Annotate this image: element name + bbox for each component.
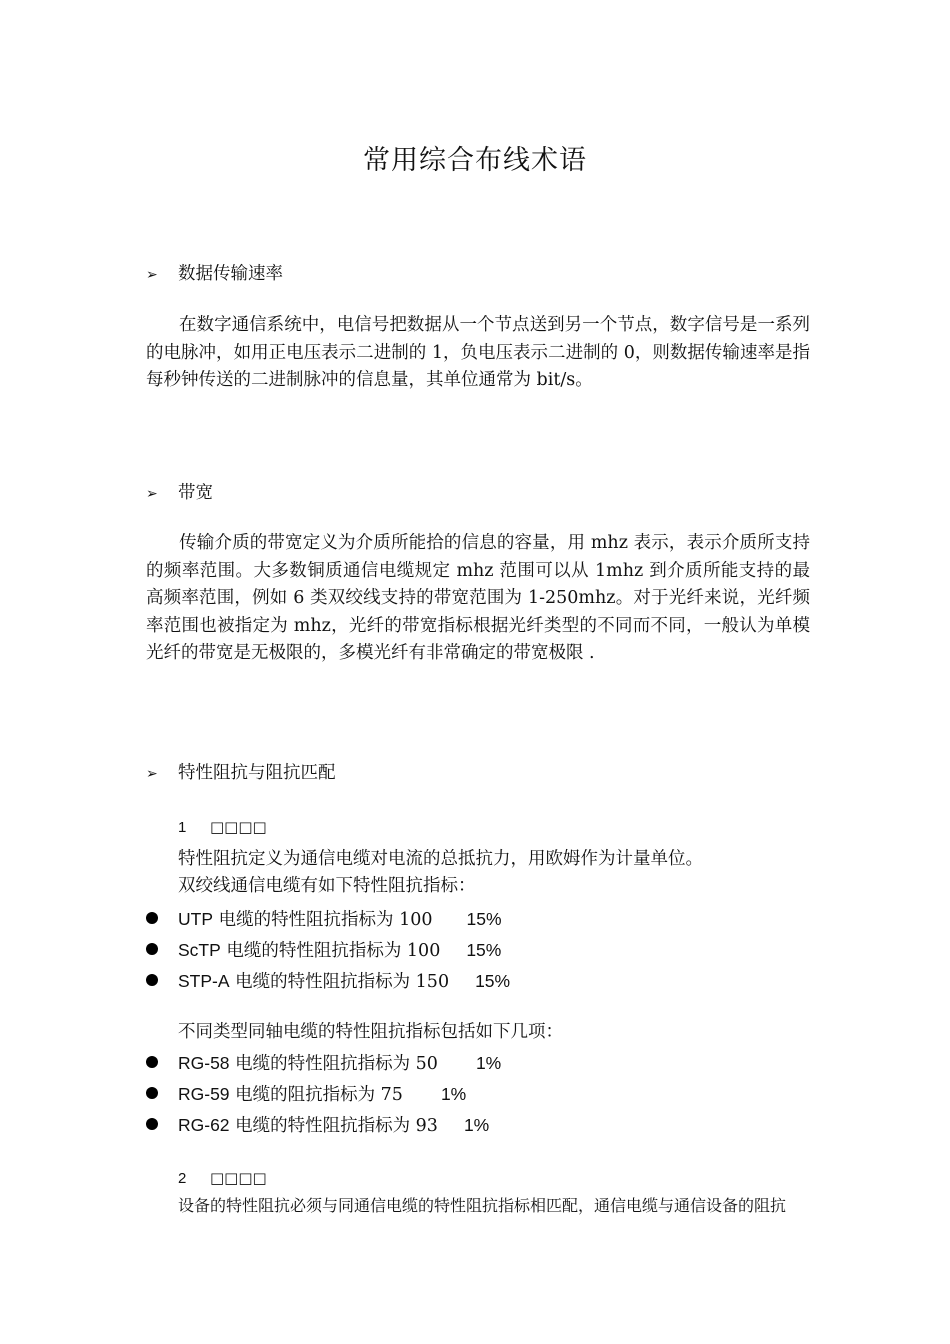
bullet-dot-icon: [146, 974, 158, 986]
list-item-twisted-pair: UTP 电缆的特性阻抗指标为 100 15%: [146, 906, 502, 933]
bullet-dot-icon: [146, 912, 158, 924]
subsection-1-label: [178, 816, 267, 839]
section-heading-text: 数据传输速率: [178, 264, 283, 284]
section-heading-impedance: [146, 761, 336, 785]
list-item-coax: RG-58 电缆的特性阻抗指标为 50 1%: [146, 1050, 501, 1077]
arrow-bullet-icon: ➢: [146, 766, 158, 782]
list-item-coax: RG-59 电缆的阻抗指标为 75 1%: [146, 1081, 466, 1108]
list-item-twisted-pair: ScTP 电缆的特性阻抗指标为 100 15%: [146, 937, 501, 964]
arrow-bullet-icon: ➢: [146, 267, 158, 283]
section-heading-data-rate: [146, 262, 283, 286]
bullet-dot-icon: [146, 1056, 158, 1068]
subsection-2-label: [178, 1167, 267, 1190]
arrow-bullet-icon: ➢: [146, 486, 158, 502]
subsection-label: □□□□: [210, 818, 267, 836]
bullet-dot-icon: [146, 943, 158, 955]
section-paragraph-data-rate: 在数字通信系统中，电信号把数据从一个节点送到另一个节点，数字信号是一系列的电脉冲，如用正电压表示二进制的 1，负电压表示二进制的 0，则数据传输速率是指每秒钟传送的二进制脉冲的信息量，其单位通常为 bit/s。: [146, 315, 810, 390]
coax-intro: 不同类型同轴电缆的特性阻抗指标包括如下几项：: [178, 1022, 563, 1042]
impedance-matching-text: 设备的特性阻抗必须与同通信电缆的特性阻抗指标相匹配，通信电缆与通信设备的阻抗: [178, 1196, 787, 1215]
twisted-pair-intro: 双绞线通信电缆有如下特性阻抗指标：: [178, 876, 476, 896]
bullet-dot-icon: [146, 1118, 158, 1130]
bullet-dot-icon: [146, 1087, 158, 1099]
subsection-label: □□□□: [210, 1169, 267, 1187]
impedance-definition: 特性阻抗定义为通信电缆对电流的总抵抗力，用欧姆作为计量单位。: [178, 849, 703, 869]
section-heading-text: 特性阻抗与阻抗匹配: [178, 763, 336, 783]
document-title: 常用综合布线术语: [363, 145, 587, 176]
subsection-number: 1: [178, 819, 187, 836]
list-item-twisted-pair: STP-A 电缆的特性阻抗指标为 150 15%: [146, 968, 510, 995]
section-heading-bandwidth: [146, 481, 213, 505]
section-paragraph-bandwidth: 传输介质的带宽定义为介质所能拾的信息的容量，用 mhz 表示，表示介质所支持的频率范围。大多数铜质通信电缆规定 mhz 范围可以从 1mhz 到介质所能支持的最高频率范围，例如 6 类双绞线支持的带宽范围为 1-250mhz。对于光纤来说，光纤频率范围也被指定为 mhz，光纤的带宽指标根据光纤类型的不同而不同，一般认为单模光纤的带宽是无极限的，多模光纤有非常确定的带宽极限 .: [146, 533, 810, 663]
subsection-number: 2: [178, 1170, 187, 1187]
list-item-coax: RG-62 电缆的特性阻抗指标为 93 1%: [146, 1112, 489, 1139]
section-heading-text: 带宽: [178, 483, 213, 503]
